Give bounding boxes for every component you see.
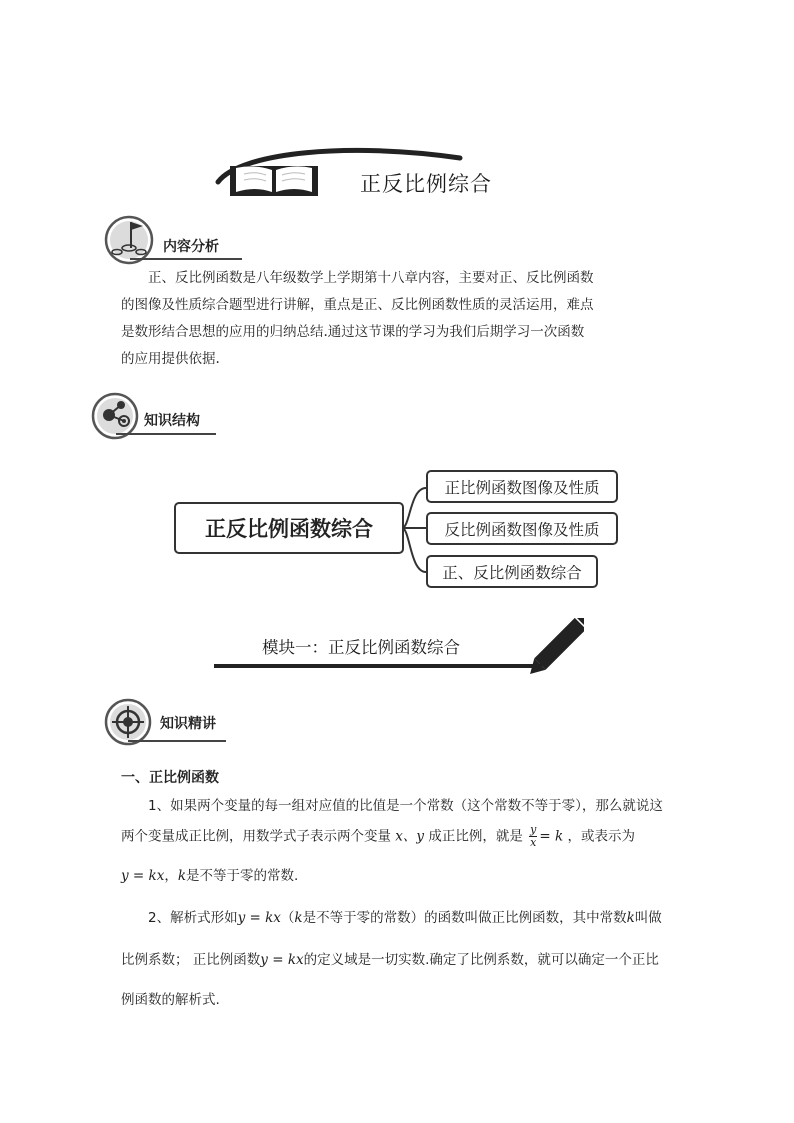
detail-p1-line2: 两个变量成正比例，用数学式子表示两个变量 x、y 成正比例，就是 $\frac{y}{x}$ = k ，或表示为 — [121, 823, 635, 849]
analysis-line-4: 的应用提供依据. — [121, 351, 220, 367]
module-title: 模块一：正反比例函数综合 — [262, 638, 460, 657]
page-title: 正反比例综合 — [360, 172, 492, 196]
section-label-knowledge-structure: 知识结构 — [144, 413, 200, 429]
mindmap-child-3: 正、反比例函数综合 — [426, 555, 598, 588]
mindmap-child-2: 反比例函数图像及性质 — [426, 512, 618, 545]
analysis-line-2: 的图像及性质综合题型进行讲解，重点是正、反比例函数性质的灵活运用，难点 — [121, 297, 594, 313]
section-underline — [130, 258, 242, 260]
analysis-line-3: 是数形结合思想的应用的归纳总结.通过这节课的学习为我们后期学习一次函数 — [121, 324, 585, 340]
detail-p1-line3: y = kx，k是不等于零的常数. — [121, 868, 299, 884]
fraction-y-over-x: $\frac{y}{x}$ — [530, 823, 537, 849]
section-label-content-analysis: 内容分析 — [163, 239, 219, 255]
detail-p1-line1: 1、如果两个变量的每一组对应值的比值是一个常数（这个常数不等于零），那么就说这 — [148, 798, 663, 814]
mindmap-root: 正反比例函数综合 — [174, 502, 404, 554]
detail-p2-line1: 2、解析式形如y = kx（k是不等于零的常数）的函数叫做正比例函数，其中常数k叫做 — [148, 910, 662, 926]
section-underline — [128, 740, 226, 742]
detail-p2-line2: 比例系数； 正比例函数y = kx的定义域是一切实数.确定了比例系数，就可以确定一个正比 — [121, 952, 659, 968]
pencil-icon — [212, 618, 584, 674]
detail-p2-line3: 例函数的解析式. — [121, 992, 220, 1008]
analysis-line-1: 正、反比例函数是八年级数学上学期第十八章内容，主要对正、反比例函数 — [148, 270, 594, 286]
subsection-heading: 一、正比例函数 — [121, 770, 219, 786]
mindmap-child-1: 正比例函数图像及性质 — [426, 470, 618, 503]
section-label-knowledge-detail: 知识精讲 — [160, 716, 216, 732]
section-underline — [116, 433, 216, 435]
